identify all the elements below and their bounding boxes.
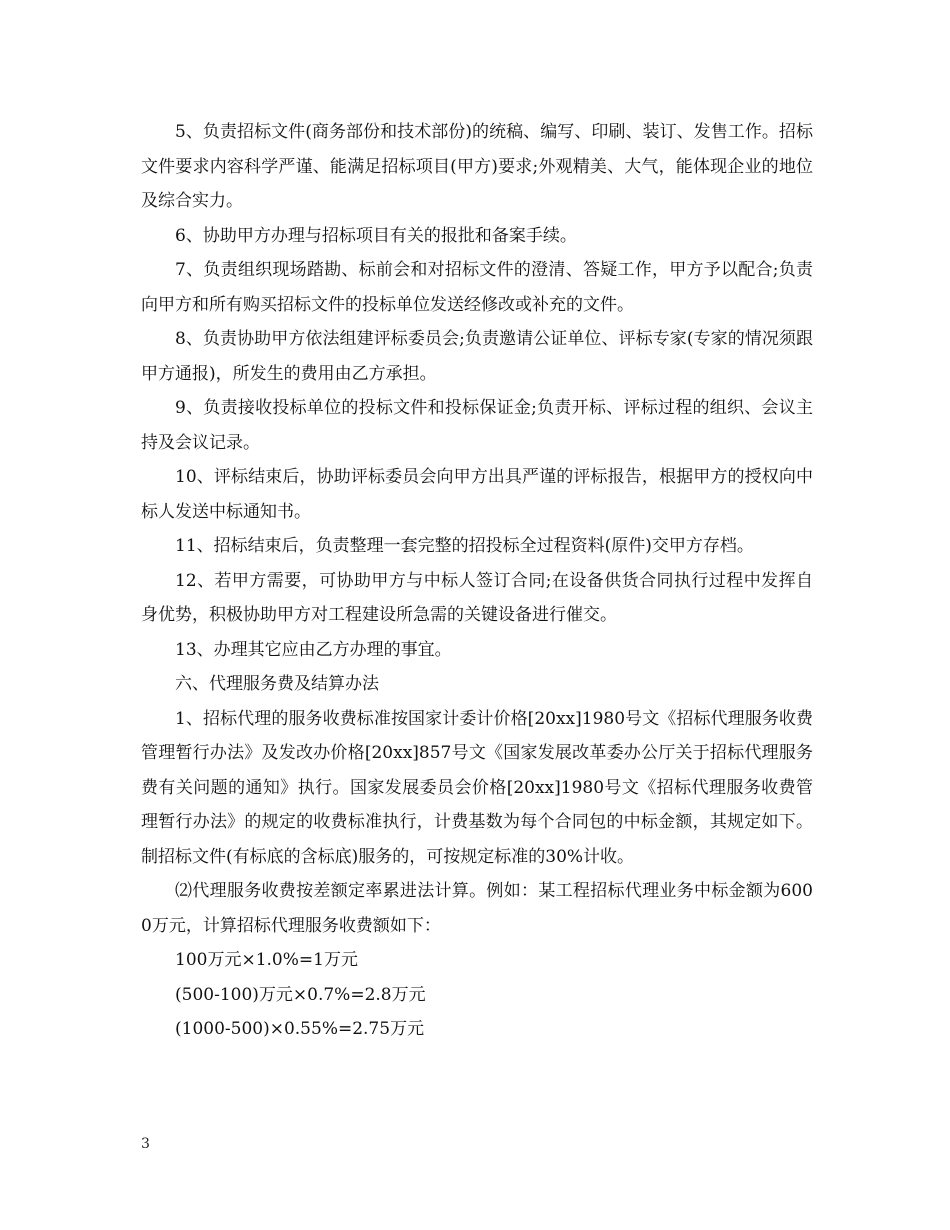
paragraph-item-5: 5、负责招标文件(商务部份和技术部份)的统稿、编写、印刷、装订、发售工作。招标文件要求内容科学严谨、能满足招标项目(甲方)要求;外观精美、大气，能体现企业的地位及综合实力。 xyxy=(141,122,813,211)
paragraph-item-9: 9、负责接收投标单位的投标文件和投标保证金;负责开标、评标过程的组织、会议主持及会议记录。 xyxy=(141,398,813,453)
calculation-line-3: (1000-500)×0.55%=2.75万元 xyxy=(175,1019,425,1039)
paragraph-item-6: 6、协助甲方办理与招标项目有关的报批和备案手续。 xyxy=(175,225,577,246)
paragraph-item-10: 10、评标结束后，协助评标委员会向甲方出具严谨的评标报告，根据甲方的授权向中标人发送中标通知书。 xyxy=(141,467,813,522)
document-body xyxy=(141,115,813,1047)
section-heading: 六、代理服务费及结算办法 xyxy=(175,674,379,694)
paragraph-item-11: 11、招标结束后，负责整理一套完整的招投标全过程资料(原件)交甲方存档。 xyxy=(175,536,754,556)
page-number: 3 xyxy=(141,1136,150,1152)
fee-standard-paragraph: 1、招标代理的服务收费标准按国家计委计价格[20xx]1980号文《招标代理服务收费管理暂行办法》及发改办价格[20xx]857号文《国家发展改革委办公厅关于招标代理服务费有关问题的通知》执行。国家发展委员会价格[20xx]1980号文《招标代理服务收费管理暂行办法》的规定的收费标准执行，计费基数为每个合同包的中标金额，其规定如下。制招标文件(有标底的含标底)服务的，可按规定标准的30%计收。 xyxy=(141,708,813,867)
paragraph-item-7: 7、负责组织现场踏勘、标前会和对招标文件的澄清、答疑工作，甲方予以配合;负责向甲方和所有购买招标文件的投标单位发送经修改或补充的文件。 xyxy=(141,260,813,315)
paragraph-item-8: 8、负责协助甲方依法组建评标委员会;负责邀请公证单位、评标专家(专家的情况须跟甲方通报)，所发生的费用由乙方承担。 xyxy=(141,329,813,384)
paragraph-item-13: 13、办理其它应由乙方办理的事宜。 xyxy=(175,639,452,660)
fee-calculation-paragraph: ⑵代理服务收费按差额定率累进法计算。例如：某工程招标代理业务中标金额为6000万元，计算招标代理服务收费额如下： xyxy=(141,881,813,936)
calculation-line-2: (500-100)万元×0.7%=2.8万元 xyxy=(175,984,426,1005)
calculation-line-1: 100万元×1.0%=1万元 xyxy=(175,950,358,970)
paragraph-item-12: 12、若甲方需要，可协助甲方与中标人签订合同;在设备供货合同执行过程中发挥自身优势，积极协助甲方对工程建设所急需的关键设备进行催交。 xyxy=(141,570,813,625)
